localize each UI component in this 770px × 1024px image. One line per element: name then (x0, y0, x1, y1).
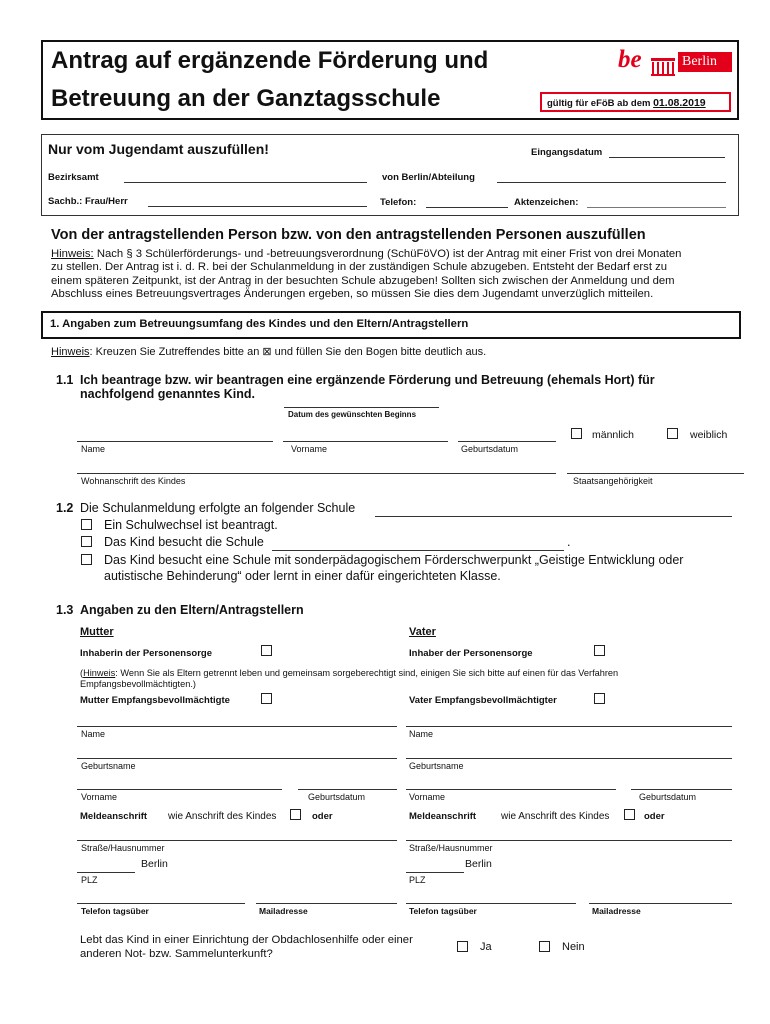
child-address-field[interactable] (77, 473, 556, 474)
inhaberin-checkbox[interactable] (261, 645, 272, 656)
mutter-geburtsdatum-field[interactable] (298, 789, 397, 790)
section1-hint-text: : Kreuzen Sie Zutreffendes bitte an ⊠ und füllen Sie den Bogen bitte deutlich aus. (89, 346, 487, 358)
section1-hint (51, 345, 486, 358)
mutter-empf-label: Mutter Empfangsbevollmächtigte (80, 695, 230, 706)
s12-number: 1.2 (56, 501, 74, 515)
mutter-vorname-label: Vorname (81, 792, 118, 802)
maennlich-label: männlich (592, 429, 635, 441)
child-address-label: Wohnanschrift des Kindes (81, 476, 186, 486)
weiblich-label: weiblich (690, 429, 728, 441)
eingangsdatum-label: Eingangsdatum (531, 147, 603, 158)
intro-line3: einem späteren Zeitpunkt, ist der Antrag in der besuchten Schule abzugeben! Sollten sich zwischen der Anmeldung und dem (51, 274, 675, 287)
page-title-line2: Betreuung an der Ganztagsschule (51, 85, 441, 112)
beginn-date-field[interactable] (284, 407, 439, 408)
eingangsdatum-field[interactable] (609, 157, 725, 158)
obdach-ja-checkbox[interactable] (457, 941, 468, 952)
obdach-ja-label: Ja (480, 941, 492, 953)
vater-empf-label: Vater Empfangsbevollmächtigter (409, 695, 557, 706)
mutter-strasse-label: Straße/Hausnummer (81, 843, 165, 853)
intro-line4: Abschluss eines Betreuungsvertrages Änderungen ergeben, so müssen Sie dies dem Jugendamt unverzüglich mitteilen. (51, 288, 654, 301)
validity-prefix: gültig für eFöB ab dem (547, 98, 654, 109)
child-name-label: Name (81, 444, 106, 454)
current-school-field[interactable] (272, 550, 564, 551)
mutter-wie-anschrift-checkbox[interactable] (290, 809, 301, 820)
inhaber-checkbox[interactable] (594, 645, 605, 656)
obdach-question-line2: anderen Not- bzw. Sammelunterkunft? (80, 948, 273, 960)
obdach-nein-checkbox[interactable] (539, 941, 550, 952)
aktenzeichen-field[interactable] (587, 207, 726, 208)
school-field[interactable] (375, 516, 732, 517)
child-geburtsdatum-field[interactable] (458, 441, 556, 442)
maennlich-checkbox[interactable] (571, 428, 582, 439)
foerderschule-label-line1: Das Kind besucht eine Schule mit sonderpädagogischem Förderschwerpunkt „Geistige Entwicklung oder (104, 553, 684, 567)
brandenburg-gate-icon (651, 56, 675, 81)
mutter-name-label: Name (81, 729, 106, 739)
section1-heading: 1. Angaben zum Betreuungsumfang des Kindes und den Eltern/Antragstellern (50, 318, 469, 330)
mutter-city-text: Berlin (141, 858, 168, 870)
s12-text: Die Schulanmeldung erfolgte an folgender Schule (80, 501, 356, 515)
mutter-plz-label: PLZ (81, 875, 98, 885)
beginn-date-label: Datum des gewünschten Beginns (288, 410, 417, 419)
vater-telefon-field[interactable] (406, 903, 576, 904)
s13-number: 1.3 (56, 603, 74, 617)
s11-text-line1: Ich beantrage bzw. wir beantragen eine ergänzende Förderung und Betreuung (ehemals Hort) für (80, 373, 655, 387)
sachbearbeiter-field[interactable] (148, 206, 367, 207)
vater-vorname-field[interactable] (406, 789, 616, 790)
parents-hint-line2: Empfangsbevollmächtigten.) (80, 679, 196, 689)
vater-mail-label: Mailadresse (592, 906, 641, 916)
mutter-strasse-field[interactable] (77, 840, 397, 841)
intro-line2: zu stellen. Der Antrag ist i. d. R. bei der Schulanmeldung in der zuständigen Schule abzugeben. Entsteht der Bedarf erst zu (51, 261, 668, 274)
s11-number: 1.1 (56, 373, 74, 387)
mutter-geburtsdatum-label: Geburtsdatum (308, 792, 366, 802)
logo-be-text: be (618, 46, 642, 73)
vater-heading: Vater (409, 626, 436, 638)
foerderschule-checkbox[interactable] (81, 554, 92, 565)
bezirksamt-field[interactable] (124, 182, 367, 183)
vater-wie-anschrift-label: wie Anschrift des Kindes (501, 811, 610, 822)
besucht-checkbox[interactable] (81, 536, 92, 547)
abteilung-label: von Berlin/Abteilung (382, 172, 475, 183)
child-name-field[interactable] (77, 441, 273, 442)
intro-hinweis-label: Hinweis: (51, 248, 94, 260)
applicant-heading: Von der antragstellenden Person bzw. von den antragstellenden Personen auszufüllen (51, 227, 646, 243)
mutter-heading: Mutter (80, 626, 114, 638)
vater-geburtsname-field[interactable] (406, 758, 732, 759)
child-nationality-label: Staatsangehörigkeit (573, 476, 653, 486)
schulwechsel-checkbox[interactable] (81, 519, 92, 530)
mutter-geburtsname-label: Geburtsname (81, 761, 136, 771)
vater-strasse-label: Straße/Hausnummer (409, 843, 493, 853)
besucht-period: . (567, 535, 571, 549)
child-vorname-field[interactable] (283, 441, 448, 442)
validity-box (540, 92, 731, 112)
mutter-wie-anschrift-label: wie Anschrift des Kindes (168, 811, 277, 822)
vater-telefon-label: Telefon tagsüber (409, 906, 477, 916)
sachbearbeiter-label: Sachb.: Frau/Herr (48, 196, 128, 207)
parents-hint-label: Hinweis (83, 668, 116, 678)
vater-strasse-field[interactable] (406, 840, 732, 841)
parents-hint (80, 668, 618, 690)
besucht-label: Das Kind besucht die Schule (104, 535, 264, 549)
vater-mail-field[interactable] (589, 903, 732, 904)
vater-geburtsdatum-label: Geburtsdatum (639, 792, 697, 802)
validity-date: 01.08.2019 (653, 97, 706, 109)
bezirksamt-label: Bezirksamt (48, 172, 99, 183)
s13-heading: Angaben zu den Eltern/Antragstellern (80, 603, 304, 617)
intro-text (51, 248, 681, 302)
parents-hint-line1: : Wenn Sie als Eltern getrennt leben und gemeinsam sorgeberechtigt sind, einigen Sie sich bitte auf einen für das Verfahren (115, 668, 619, 678)
vater-meldeanschrift-label: Meldeanschrift (409, 811, 477, 822)
mutter-telefon-field[interactable] (77, 903, 245, 904)
berlin-logo (618, 46, 733, 78)
parents-hint-paren: ( (80, 668, 84, 678)
vater-vorname-label: Vorname (409, 792, 446, 802)
vater-name-label: Name (409, 729, 434, 739)
inhaber-label: Inhaber der Personensorge (409, 648, 533, 659)
mutter-geburtsname-field[interactable] (77, 758, 397, 759)
vater-geburtsname-label: Geburtsname (409, 761, 464, 771)
vater-city-text: Berlin (465, 858, 492, 870)
logo-berlin-text: Berlin (682, 54, 717, 69)
telefon-label: Telefon: (380, 197, 417, 208)
telefon-field[interactable] (426, 207, 508, 208)
mutter-mail-label: Mailadresse (259, 906, 308, 916)
vater-wie-anschrift-checkbox[interactable] (624, 809, 635, 820)
child-nationality-field[interactable] (567, 473, 744, 474)
obdach-nein-label: Nein (562, 941, 585, 953)
abteilung-field[interactable] (497, 182, 726, 183)
inhaberin-label: Inhaberin der Personensorge (80, 648, 212, 659)
schulwechsel-label: Ein Schulwechsel ist beantragt. (104, 518, 278, 532)
mutter-telefon-label: Telefon tagsüber (81, 906, 149, 916)
aktenzeichen-label: Aktenzeichen: (514, 197, 579, 208)
page-title-line1: Antrag auf ergänzende Förderung und (51, 47, 489, 74)
mutter-meldeanschrift-label: Meldeanschrift (80, 811, 148, 822)
s11-text-line2: nachfolgend genanntes Kind. (80, 387, 256, 401)
mutter-empf-checkbox[interactable] (261, 693, 272, 704)
foerderschule-label-line2: autistische Behinderung“ oder lernt in einer dafür eingerichteten Klasse. (104, 569, 501, 583)
child-geburtsdatum-label: Geburtsdatum (461, 444, 519, 454)
mutter-plz-field[interactable] (77, 872, 135, 873)
child-vorname-label: Vorname (291, 444, 328, 454)
office-heading: Nur vom Jugendamt auszufüllen! (48, 141, 269, 157)
vater-name-field[interactable] (406, 726, 732, 727)
mutter-name-field[interactable] (77, 726, 397, 727)
vater-oder-label: oder (644, 811, 665, 822)
mutter-vorname-field[interactable] (77, 789, 282, 790)
mutter-oder-label: oder (312, 811, 333, 822)
vater-geburtsdatum-field[interactable] (631, 789, 732, 790)
vater-plz-label: PLZ (409, 875, 426, 885)
vater-empf-checkbox[interactable] (594, 693, 605, 704)
mutter-mail-field[interactable] (256, 903, 397, 904)
vater-plz-field[interactable] (406, 872, 464, 873)
intro-line1: Nach § 3 Schülerförderungs- und -betreuungsverordnung (SchüFöVO) ist der Antrag mit einer Frist von drei Monaten (93, 248, 682, 260)
obdach-question-line1: Lebt das Kind in einer Einrichtung der Obdachlosenhilfe oder einer (80, 934, 413, 946)
section1-hint-label: Hinweis (51, 346, 90, 358)
weiblich-checkbox[interactable] (667, 428, 678, 439)
